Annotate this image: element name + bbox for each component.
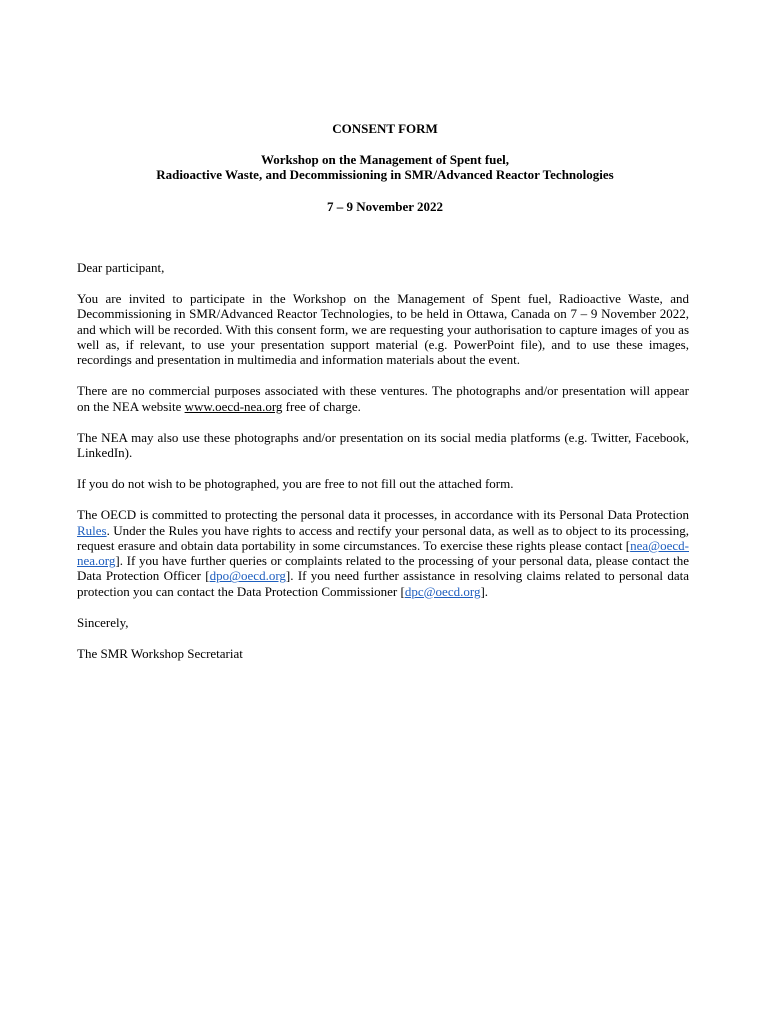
data-protection-text-2: . Under the Rules you have rights to access and rectify your personal data, as well as to object to its processing, request erasure and obtain data portability in some circumstances. To exercise these rights please contact [ — [77, 522, 689, 553]
workshop-title — [0, 152, 770, 183]
data-protection-text-3: ]. If you have further queries or complaints related to the processing of your personal data, please contact the Data Protection Officer [ — [77, 553, 689, 584]
nea-website-link[interactable]: www.oecd-nea.org — [184, 398, 283, 414]
commercial-purposes-paragraph — [77, 383, 689, 414]
form-title: CONSENT FORM — [332, 121, 438, 136]
workshop-dates: 7 – 9 November 2022 — [326, 199, 444, 214]
commercial-purposes-text: There are no commercial purposes associated with these ventures. The photographs and/or presentation will appear on the NEA website — [77, 383, 689, 414]
signature: The SMR Workshop Secretariat — [77, 645, 243, 661]
social-media-paragraph: The NEA may also use these photographs and/or presentation on its social media platforms (e.g. Twitter, Facebook, LinkedIn). — [77, 429, 689, 461]
workshop-title-line-2: Radioactive Waste, and Decommissioning in SMR/Advanced Reactor Technologies — [156, 167, 614, 183]
opt-out-paragraph: If you do not wish to be photographed, you are free to not fill out the attached form. — [77, 476, 514, 492]
data-protection-text-5: ]. — [480, 583, 489, 599]
data-protection-paragraph — [77, 507, 689, 599]
nea-email-link[interactable]: nea@oecd-nea.org — [77, 537, 689, 569]
closing: Sincerely, — [77, 614, 129, 630]
workshop-title-line-1: Workshop on the Management of Spent fuel, — [260, 152, 510, 167]
dpc-email-link[interactable]: dpc@oecd.org — [404, 583, 481, 599]
greeting: Dear participant, — [77, 260, 165, 275]
invitation-paragraph: You are invited to participate in the Workshop on the Management of Spent fuel, Radioactive Waste, and Decommissioning in SMR/Advanced Reactor Technologies, to be held in Ottawa, Canada on 7 – 9 November 2022, and which will be recorded. With this consent form, we are requesting your authorisation to capture images of you as well as, if relevant, to use your presentation support material (e.g. PowerPoint file), and to use these images, recordings and presentation in multimedia and information materials about the event. — [77, 291, 689, 368]
data-protection-text-4: ]. If you need further assistance in resolving claims related to personal data protection you can contact the Data Protection Commissioner [ — [77, 568, 689, 599]
dpo-email-link[interactable]: dpo@oecd.org — [209, 568, 286, 584]
letter-body — [77, 260, 689, 677]
data-protection-text-1: The OECD is committed to protecting the personal data it processes, in accordance with its Personal Data Protection — [77, 507, 689, 523]
rules-link[interactable]: Rules — [77, 522, 107, 538]
commercial-purposes-text-end: free of charge. — [282, 398, 361, 414]
